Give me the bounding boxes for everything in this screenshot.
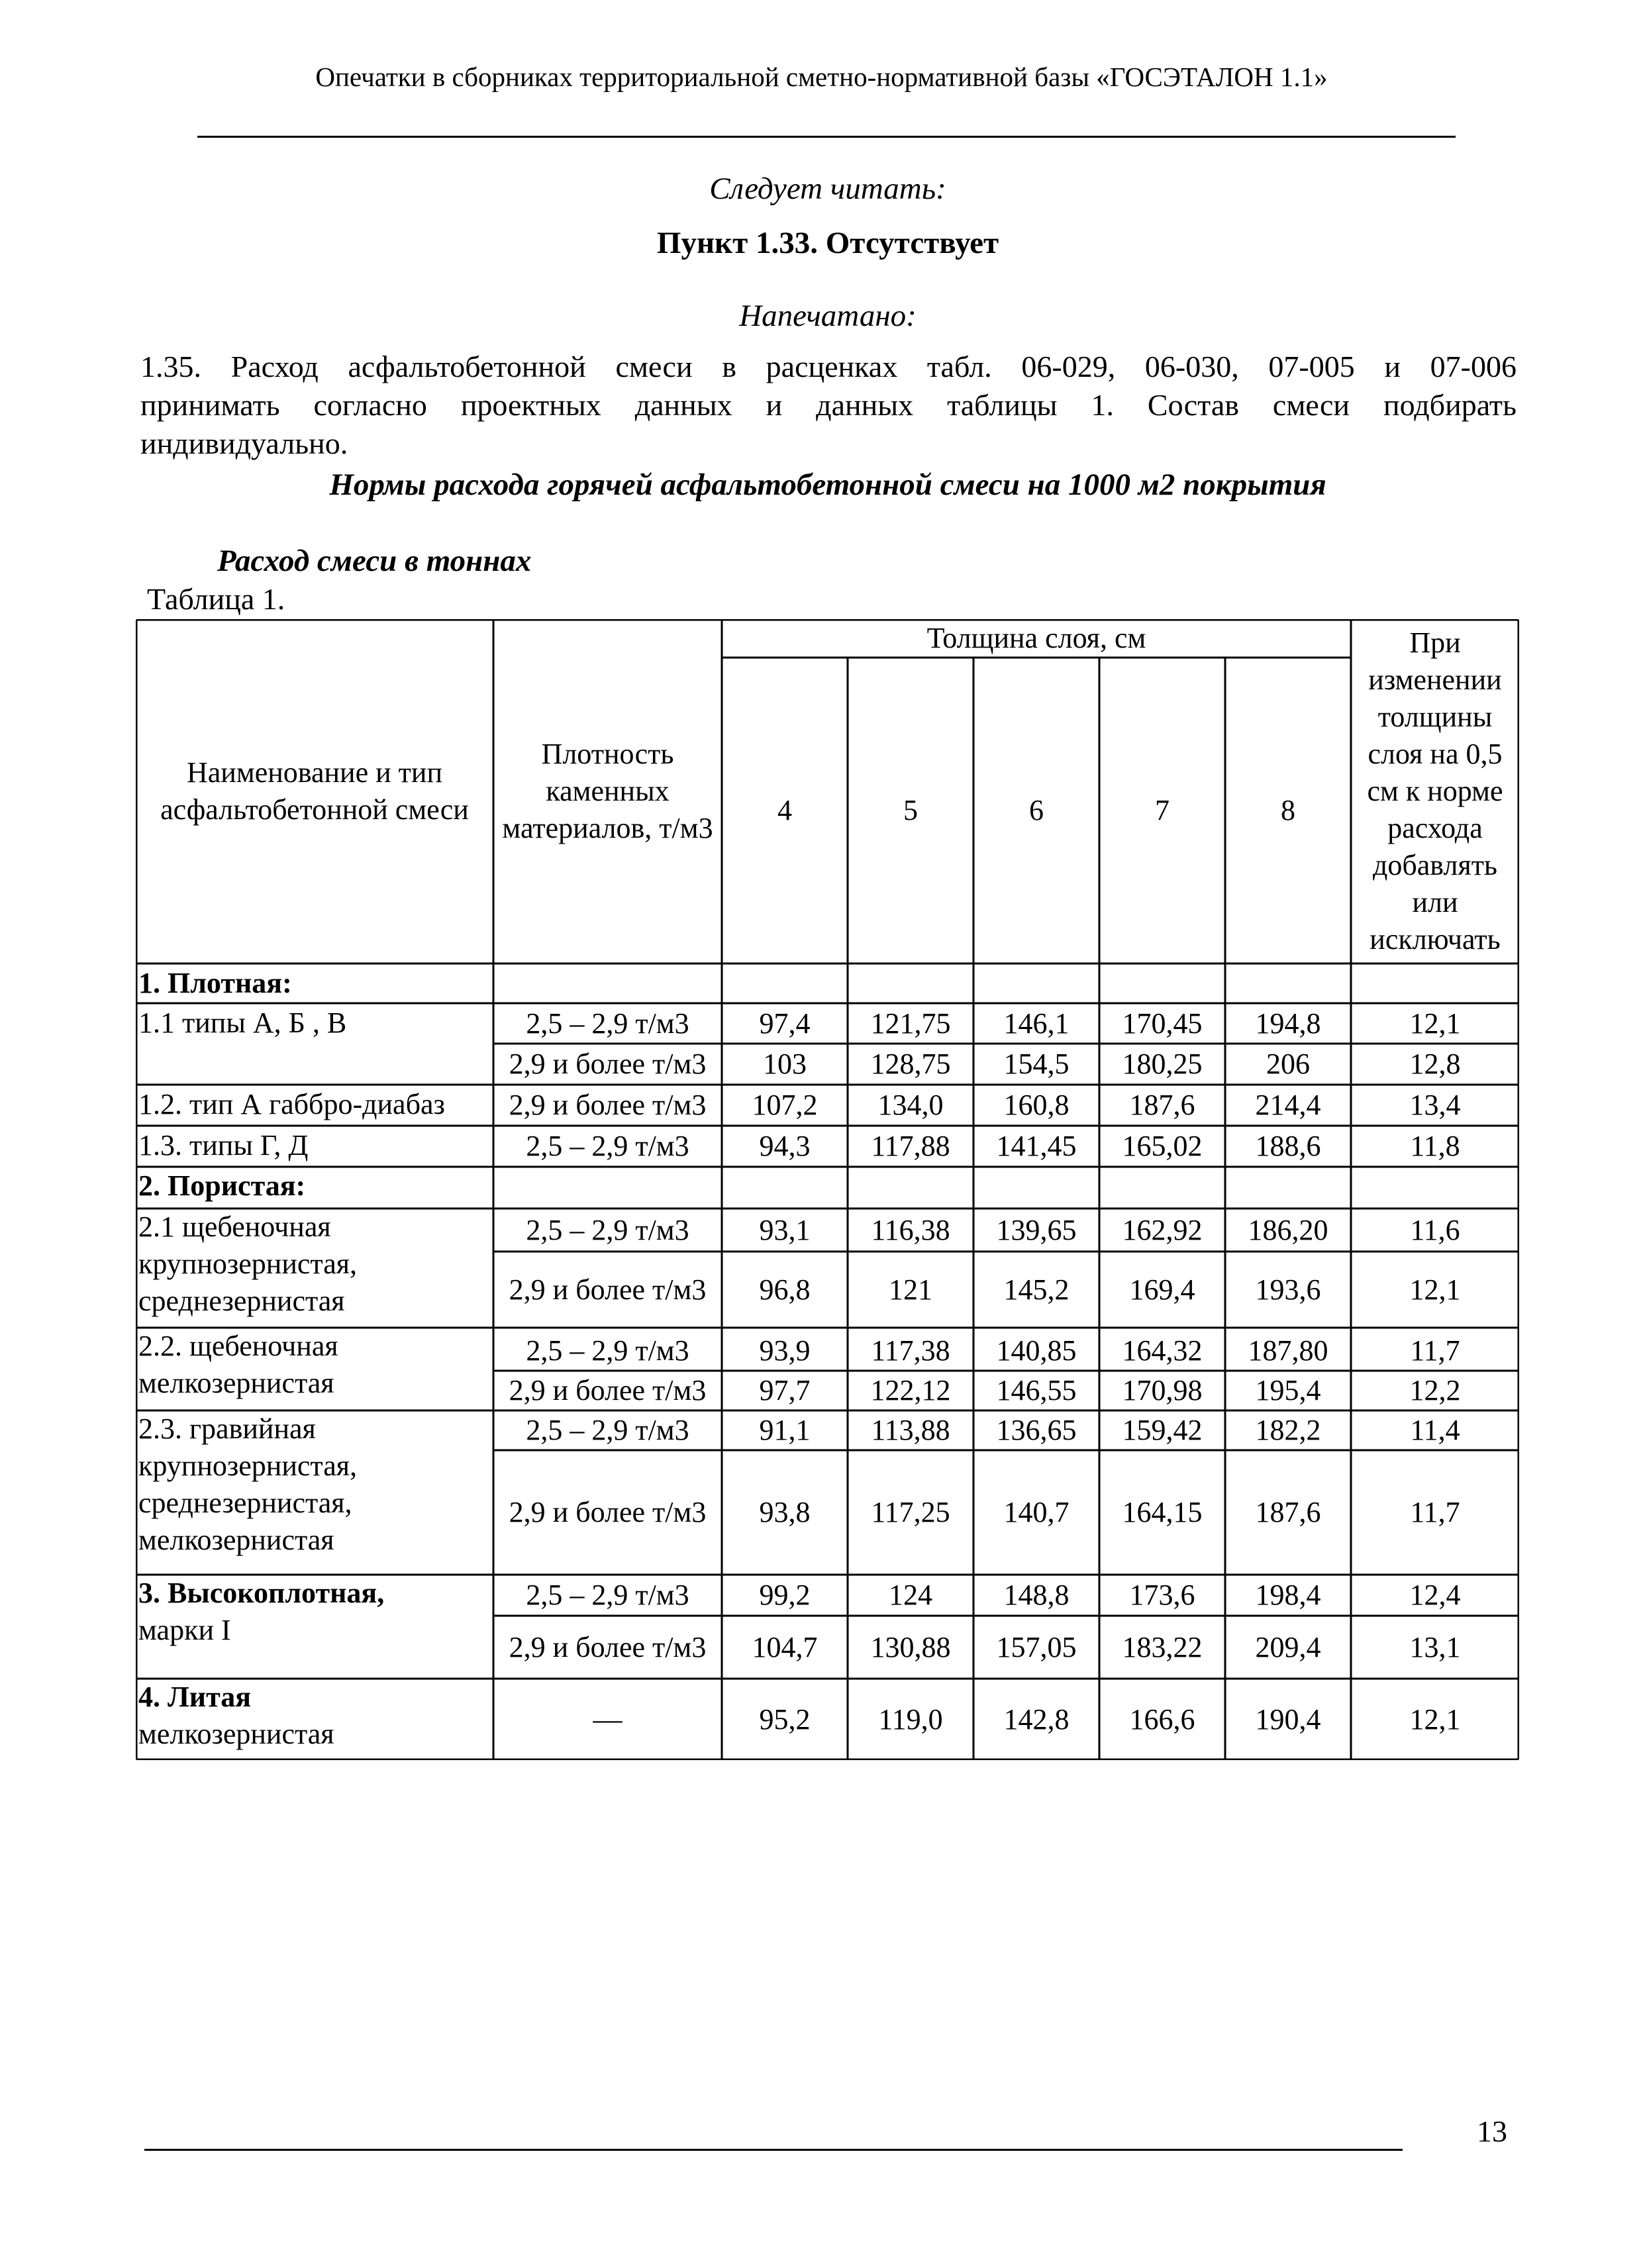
delta-cell: 12,1: [1409, 1007, 1461, 1040]
point-heading: Пункт 1.33. Отсутствует: [656, 226, 999, 260]
value-cell: 130,88: [870, 1630, 951, 1663]
thickness-5: 5: [903, 794, 918, 826]
paragraph-1-35: [140, 348, 1517, 463]
density-cell: 2,9 и более т/м3: [509, 1630, 707, 1663]
value-cell: 134,0: [877, 1089, 944, 1121]
value-cell: 96,8: [759, 1273, 811, 1306]
value-cell: 107,2: [752, 1089, 818, 1121]
value-cell: 94,3: [759, 1130, 811, 1162]
row-name-4-rest: мелкозернистая: [138, 1718, 334, 1750]
density-cell: 2,9 и более т/м3: [509, 1496, 707, 1528]
value-cell: 97,7: [759, 1374, 811, 1406]
value-cell: 187,6: [1129, 1089, 1195, 1121]
value-cell: 160,8: [1003, 1089, 1070, 1121]
value-cell: 93,9: [759, 1334, 811, 1367]
read-as-label: Следует читать:: [709, 172, 946, 206]
value-cell: 93,1: [759, 1213, 811, 1246]
value-cell: 162,92: [1122, 1213, 1203, 1246]
value-cell: 104,7: [752, 1630, 818, 1663]
delta-cell: 13,4: [1409, 1089, 1461, 1121]
value-cell: 164,32: [1122, 1334, 1203, 1367]
value-cell: 124: [889, 1579, 932, 1611]
paragraph-line: индивидуально.: [140, 426, 348, 460]
norms-table: [136, 619, 1519, 1760]
row-name-2-3: 2.3. гравийная крупнозернистая, среднезернистая, мелкозернистая: [138, 1412, 357, 1556]
row-name-4: [136, 1679, 493, 1758]
unit-title: Расход смеси в тоннах: [217, 544, 532, 578]
value-cell: 128,75: [870, 1048, 951, 1080]
value-cell: 186,20: [1248, 1213, 1328, 1246]
row-name-3-bold: 3. Высокоплотная,: [138, 1577, 385, 1609]
row-name-2-1: 2.1 щебеночная крупнозернистая, среднезернистая: [138, 1210, 357, 1317]
value-cell: 170,45: [1122, 1007, 1203, 1040]
header-rule: [197, 136, 1456, 138]
value-cell: 209,4: [1255, 1630, 1321, 1663]
value-cell: 119,0: [878, 1702, 943, 1736]
value-cell: 122,12: [870, 1374, 951, 1406]
paragraph-line: 1.35. Расход асфальтобетонной смеси в расценках табл. 06-029, 06-030, 07-005 и 07-006: [140, 350, 1517, 383]
value-cell: 113,88: [871, 1414, 950, 1446]
value-cell: 95,2: [759, 1702, 811, 1736]
density-cell: 2,5 – 2,9 т/м3: [526, 1213, 689, 1246]
value-cell: 169,4: [1129, 1273, 1195, 1306]
header-name: Наименование и тип асфальтобетонной смеси: [160, 756, 469, 826]
value-cell: 146,1: [1003, 1007, 1070, 1040]
running-header: Опечатки в сборниках территориальной сметно-нормативной базы «ГОСЭТАЛОН 1.1»: [315, 62, 1328, 92]
value-cell: 182,2: [1255, 1414, 1321, 1446]
value-cell: 183,22: [1122, 1630, 1203, 1663]
delta-cell: 13,1: [1409, 1630, 1461, 1663]
row-name-1-1: 1.1 типы А, Б , В: [138, 1007, 347, 1039]
delta-cell: 12,2: [1409, 1374, 1461, 1406]
value-cell: 142,8: [1003, 1702, 1070, 1736]
value-cell: 141,45: [996, 1130, 1077, 1162]
value-cell: 173,6: [1129, 1579, 1195, 1611]
row-name-1-3: 1.3. типы Г, Д: [138, 1129, 309, 1161]
delta-cell: 11,4: [1410, 1414, 1460, 1446]
delta-cell: 12,4: [1409, 1579, 1461, 1611]
delta-cell: 11,8: [1410, 1130, 1460, 1162]
header-density: Плотность каменных материалов, т/м3: [502, 738, 713, 844]
density-cell: 2,5 – 2,9 т/м3: [526, 1414, 689, 1446]
printed-label: Напечатано:: [739, 299, 917, 333]
header-change: При изменении толщины слоя на 0,5 см к норме расхода добавлять или исключать: [1367, 626, 1503, 956]
value-cell: 145,2: [1003, 1273, 1070, 1306]
delta-cell: 11,6: [1410, 1213, 1460, 1246]
value-cell: 97,4: [759, 1007, 811, 1040]
value-cell: 117,88: [871, 1130, 950, 1162]
value-cell: 146,55: [996, 1374, 1077, 1406]
row-name-3-rest: марки I: [138, 1614, 231, 1646]
density-cell: 2,5 – 2,9 т/м3: [526, 1579, 689, 1611]
value-cell: 166,6: [1129, 1702, 1195, 1736]
page-number: 13: [1477, 2114, 1507, 2148]
row-name-2-2: 2.2. щебеночная мелкозернистая: [138, 1330, 338, 1399]
delta-cell: 11,7: [1410, 1496, 1460, 1528]
value-cell: 190,4: [1255, 1702, 1321, 1736]
value-cell: 93,8: [759, 1496, 811, 1528]
value-cell: 136,65: [996, 1414, 1077, 1446]
density-cell: 2,9 и более т/м3: [509, 1089, 707, 1121]
value-cell: 117,25: [871, 1496, 950, 1528]
value-cell: 170,98: [1122, 1374, 1203, 1406]
density-cell: 2,5 – 2,9 т/м3: [526, 1007, 689, 1040]
thickness-6: 6: [1029, 794, 1044, 826]
row-name-4-bold: 4. Литая: [138, 1681, 252, 1713]
value-cell: 154,5: [1003, 1048, 1070, 1080]
delta-cell: 12,1: [1409, 1702, 1461, 1736]
value-cell: 193,6: [1255, 1273, 1321, 1306]
value-cell: 121: [889, 1273, 932, 1306]
value-cell: 121,75: [870, 1007, 951, 1040]
value-cell: 99,2: [759, 1579, 811, 1611]
delta-cell: 11,7: [1410, 1334, 1460, 1367]
value-cell: 214,4: [1255, 1089, 1321, 1121]
value-cell: 180,25: [1122, 1048, 1203, 1080]
value-cell: 139,65: [996, 1213, 1077, 1246]
value-cell: 164,15: [1122, 1496, 1203, 1528]
value-cell: 103: [763, 1048, 807, 1080]
value-cell: 140,7: [1003, 1496, 1070, 1528]
value-cell: 198,4: [1255, 1579, 1321, 1611]
thickness-8: 8: [1281, 794, 1295, 826]
value-cell: 157,05: [996, 1630, 1077, 1663]
value-cell: 206: [1266, 1048, 1310, 1080]
value-cell: 187,6: [1255, 1496, 1321, 1528]
footer-rule: [144, 2149, 1403, 2151]
row-name-1-2: 1.2. тип А габбро-диабаз: [138, 1088, 445, 1120]
group-porous: 2. Пористая:: [138, 1169, 306, 1202]
value-cell: 116,38: [871, 1213, 950, 1246]
delta-cell: 12,8: [1409, 1048, 1461, 1080]
value-cell: 195,4: [1255, 1374, 1321, 1406]
thickness-7: 7: [1155, 794, 1170, 826]
value-cell: 165,02: [1122, 1130, 1203, 1162]
density-cell: 2,9 и более т/м3: [509, 1048, 707, 1080]
value-cell: 159,42: [1122, 1414, 1203, 1446]
paragraph-line: принимать согласно проектных данных и данных таблицы 1. Состав смеси подбирать: [140, 388, 1517, 422]
value-cell: 148,8: [1003, 1579, 1070, 1611]
value-cell: 194,8: [1255, 1007, 1321, 1040]
row-name-3: [136, 1575, 493, 1654]
table-label: Таблица 1.: [147, 582, 285, 616]
density-cell: 2,9 и более т/м3: [509, 1273, 707, 1306]
norm-title: Нормы расхода горячей асфальтобетонной смеси на 1000 м2 покрытия: [329, 468, 1326, 502]
thickness-4: 4: [777, 794, 792, 826]
value-cell: 91,1: [759, 1414, 811, 1446]
density-cell: 2,5 – 2,9 т/м3: [526, 1334, 689, 1367]
group-dense: 1. Плотная:: [138, 967, 292, 999]
value-cell: 117,38: [871, 1334, 950, 1367]
delta-cell: 12,1: [1409, 1273, 1461, 1306]
density-cell: 2,5 – 2,9 т/м3: [526, 1130, 689, 1162]
density-cell: —: [593, 1702, 622, 1736]
value-cell: 140,85: [996, 1334, 1077, 1367]
value-cell: 187,80: [1248, 1334, 1328, 1367]
header-thickness: Толщина слоя, см: [926, 622, 1146, 654]
value-cell: 188,6: [1255, 1130, 1321, 1162]
density-cell: 2,9 и более т/м3: [509, 1374, 707, 1406]
